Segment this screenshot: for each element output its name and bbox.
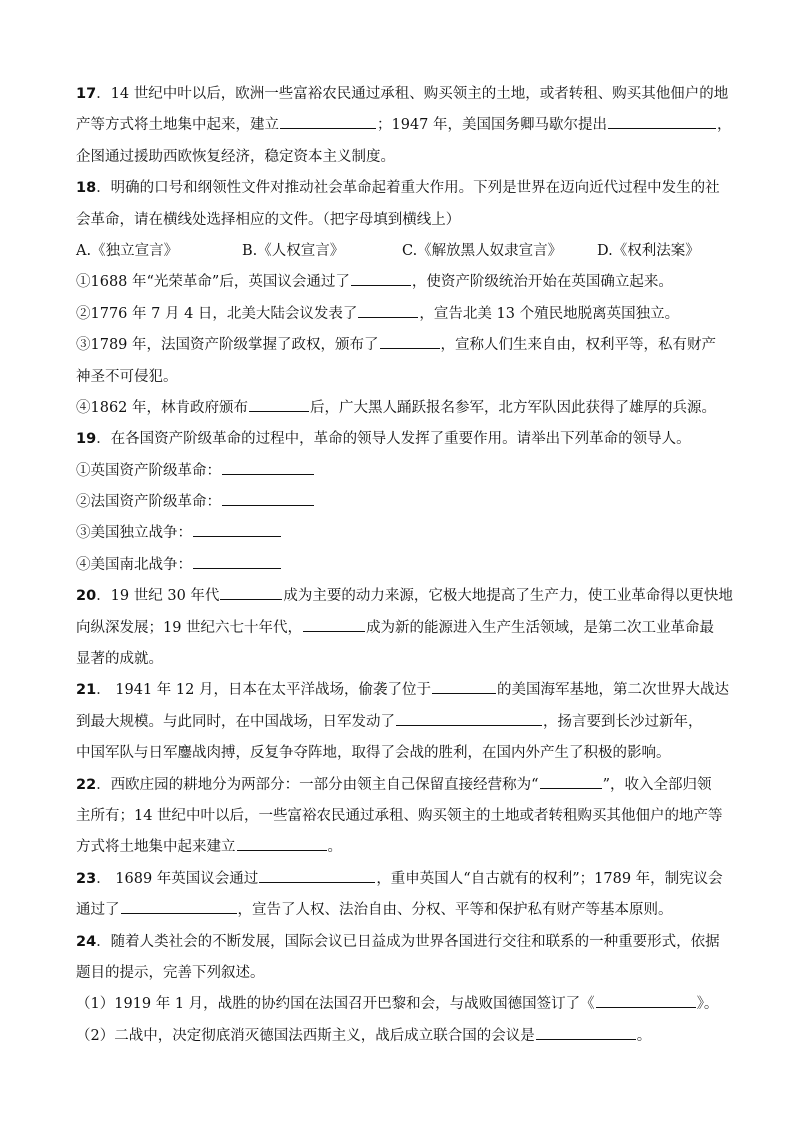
answer-blank[interactable] <box>237 835 327 851</box>
q20-line-3: 显著的成就。 <box>76 651 163 668</box>
q23-line-2: 通过了 ，宣告了人权、法治自由、分权、平等和保护私有财产等基本原则。 <box>76 895 726 926</box>
q24-item-2: （2）二战中，决定彻底消灭德国法西斯主义，战后成立联合国的会议是 。 <box>76 1021 726 1052</box>
q18-item-3: ③1789 年，法国资产阶级掌握了政权，颁布了 ，宣称人们生来自由，权利平等，私有财产 <box>76 330 726 361</box>
q21-line-2: 到最大规模。与此同时，在中国战场，日军发动了 ，扬言要到长沙过新年， <box>76 707 726 738</box>
q18-item-1: ①1688 年“光荣革命”后，英国议会通过了 ，使资产阶级统治开始在英国确立起来。 <box>76 267 726 298</box>
answer-blank[interactable] <box>222 459 314 475</box>
q21-line-1: 21． 1941 年 12 月，日本在太平洋战场，偷袭了位于 的美国海军基地，第二次世界大战达 <box>76 675 726 706</box>
q22-line-1: 22．西欧庄园的耕地分为两部分：一部分由领主自己保留直接经营称为“ ”，收入全部归领 <box>76 770 726 801</box>
question-number: 18 <box>76 180 97 197</box>
answer-blank[interactable] <box>280 113 376 129</box>
option-a: A.《独立宣言》 <box>76 242 179 259</box>
q17-line-1: 17．14 世纪中叶以后，欧洲一些富裕农民通过承租、购买领主的土地，或者转租、购买其他佃户的地 <box>76 86 729 102</box>
q21-line-3: 中国军队与日军鏖战肉搏，反复争夺阵地，取得了会战的胜利，在国内外产生了积极的影响。 <box>76 745 671 762</box>
answer-blank[interactable] <box>303 616 365 632</box>
q24-item-1: （1）1919 年 1 月，战胜的协约国在法国召开巴黎和会，与战败国德国签订了《 》。 <box>76 989 726 1020</box>
q18-item-2: ②1776 年 7 月 4 日，北美大陆会议发表了 ，宣告北美 13 个殖民地脱离英国独立。 <box>76 299 726 330</box>
q18-line-2: 会革命，请在横线处选择相应的文件。（把字母填到横线上） <box>76 211 461 228</box>
answer-blank[interactable] <box>608 113 716 129</box>
question-number: 21 <box>76 682 97 699</box>
answer-blank[interactable] <box>249 396 309 412</box>
answer-blank[interactable] <box>432 678 496 694</box>
answer-blank[interactable] <box>121 898 237 914</box>
answer-blank[interactable] <box>596 992 696 1008</box>
option-c: C.《解放黑人奴隶宣言》 <box>402 242 563 259</box>
q22-line-2: 主所有；14 世纪中叶以后，一些富裕农民通过承租、购买领主的土地或者转租购买其他佃户的地产等 <box>76 807 723 824</box>
q24-line-1: 24．随着人类社会的不断发展，国际会议已日益成为世界各国进行交往和联系的一种重要形式，依据 <box>76 933 720 950</box>
question-number: 17 <box>76 86 97 102</box>
option-d: D.《权利法案》 <box>597 242 700 259</box>
question-number: 19 <box>76 431 97 448</box>
answer-blank[interactable] <box>193 521 281 537</box>
q22-line-3: 方式将土地集中起来建立 。 <box>76 832 726 863</box>
q18-options <box>76 236 726 267</box>
answer-blank[interactable] <box>380 333 440 349</box>
question-number: 24 <box>76 933 97 950</box>
q20-line-1: 20．19 世纪 30 年代 成为主要的动力来源，它极大地提高了生产力，使工业革命得以更快地 <box>76 581 726 612</box>
q23-line-1: 23． 1689 年英国议会通过 ，重申英国人“自古就有的权利”；1789 年，制宪议会 <box>76 864 726 895</box>
answer-blank[interactable] <box>536 1024 636 1040</box>
q19-line-1: 19．在各国资产阶级革命的过程中，革命的领导人发挥了重要作用。请举出下列革命的领导人。 <box>76 431 691 448</box>
worksheet-page <box>76 79 733 1052</box>
answer-blank[interactable] <box>396 710 542 726</box>
q18-item-3-cont: 神圣不可侵犯。 <box>76 368 178 385</box>
q19-item-1: ①英国资产阶级革命： <box>76 456 726 487</box>
answer-blank[interactable] <box>220 584 282 600</box>
answer-blank[interactable] <box>259 867 375 883</box>
q18-line-1: 18．明确的口号和纲领性文件对推动社会革命起着重大作用。下列是世界在迈向近代过程中发生的社 <box>76 180 720 197</box>
question-number: 20 <box>76 588 97 605</box>
answer-blank[interactable] <box>222 490 314 506</box>
q24-line-2: 题目的提示，完善下列叙述。 <box>76 964 265 981</box>
q18-item-4: ④1862 年，林肯政府颁布 后，广大黑人踊跃报名参军，北方军队因此获得了雄厚的兵源。 <box>76 393 726 424</box>
option-b: B.《人权宣言》 <box>242 242 345 259</box>
q20-line-2: 向纵深发展；19 世纪六七十年代， 成为新的能源进入生产生活领域，是第二次工业革命最 <box>76 613 726 644</box>
question-number: 23 <box>76 870 97 887</box>
q19-item-4: ④美国南北战争： <box>76 550 726 581</box>
q19-item-3: ③美国独立战争： <box>76 518 726 549</box>
q17-line-2: 产等方式将土地集中起来，建立 ；1947 年，美国国务卿马歇尔提出 ， <box>76 110 726 141</box>
q17-line-3: 企图通过援助西欧恢复经济，稳定资本主义制度。 <box>76 148 395 165</box>
question-number: 22 <box>76 776 97 793</box>
answer-blank[interactable] <box>351 270 411 286</box>
answer-blank[interactable] <box>358 302 418 318</box>
q19-item-2: ②法国资产阶级革命： <box>76 487 726 518</box>
answer-blank[interactable] <box>193 553 281 569</box>
answer-blank[interactable] <box>540 773 602 789</box>
